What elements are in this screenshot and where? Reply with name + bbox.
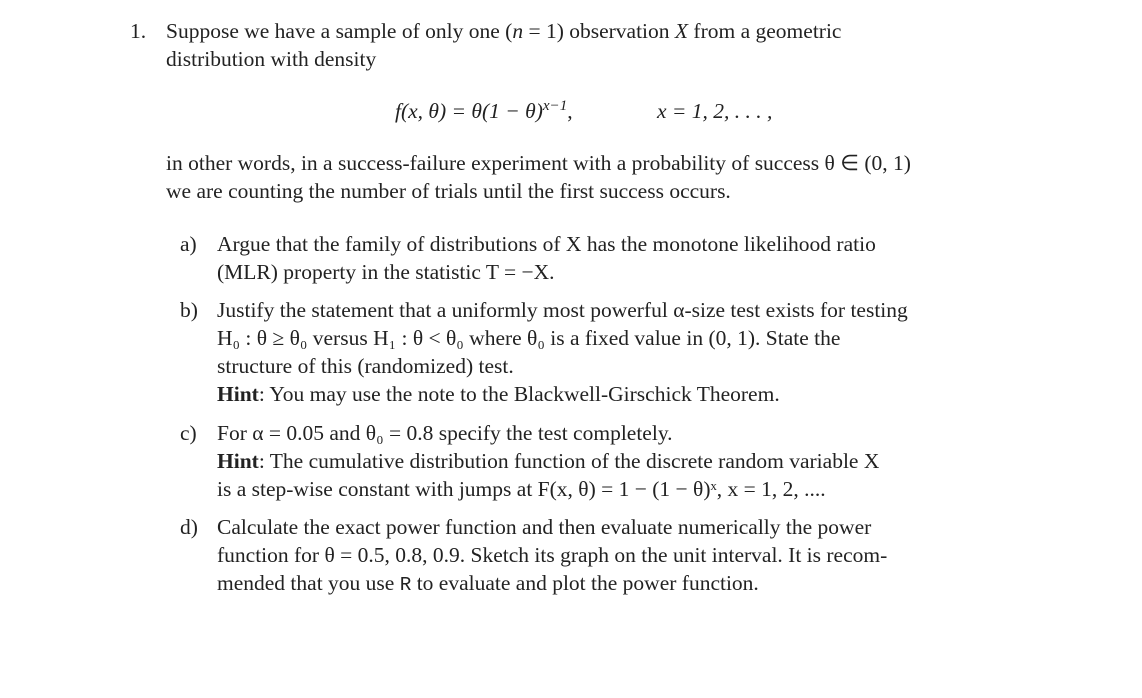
formula-domain: x = 1, 2, . . . , [657,99,773,123]
part-a-label: a) [180,232,197,256]
part-b-line-2: H₀ : θ ≥ θ₀ versus H₁ : θ < θ₀ where θ₀ is a fixed value in (0, 1). State the [217,326,841,350]
problem-number: 1. [130,19,147,43]
part-a-line-2: (MLR) property in the statistic T = −X. [217,260,555,284]
part-d-label: d) [180,515,198,539]
hint-label: Hint [217,382,259,406]
intro-text: from a geometric [688,19,842,43]
math-n: n [512,19,524,43]
text: mended that you use [217,571,400,595]
part-b-line-3: structure of this (randomized) test. [217,354,514,378]
part-a-line-1: Argue that the family of distributions of X has the monotone likelihood ratio [217,232,876,256]
r-code-label: R [399,574,412,596]
part-b-hint [217,380,780,408]
para-line-2: we are counting the number of trials until the first success occurs. [166,179,731,203]
part-c-hint [217,447,879,475]
intro-text: Suppose we have a sample of only one ( [166,19,513,43]
density-formula [395,97,573,125]
hint-label: Hint [217,449,259,473]
text: to evaluate and plot the power function. [411,571,759,595]
part-c-line-3: is a step-wise constant with jumps at F(x, θ) = 1 − (1 − θ)ˣ, x = 1, 2, .... [217,477,826,501]
math-X: X [674,19,689,43]
formula-lhs: f(x, θ) = θ(1 − θ) [395,99,543,123]
part-c-line-1: For α = 0.05 and θ₀ = 0.8 specify the test completely. [217,421,673,445]
part-d-line-3 [217,569,759,599]
intro-line-1 [166,17,1008,45]
part-b-line-1: Justify the statement that a uniformly most powerful α-size test exists for testing [217,298,908,322]
part-b-label: b) [180,298,198,322]
formula-exponent: x−1 [542,97,568,114]
part-c-label: c) [180,421,197,445]
part-d-line-1: Calculate the exact power function and then evaluate numerically the power [217,515,872,539]
intro-text: = 1) observation [523,19,675,43]
para-line-1: in other words, in a success-failure experiment with a probability of success θ ∈ (0, 1) [166,151,911,175]
part-d-line-2: function for θ = 0.5, 0.8, 0.9. Sketch its graph on the unit interval. It is recom- [217,543,888,567]
hint-text: : You may use the note to the Blackwell-Girschick Theorem. [258,382,780,406]
hint-text: : The cumulative distribution function of the discrete random variable X [258,449,880,473]
formula-comma: , [567,99,573,123]
intro-line-2: distribution with density [166,47,377,71]
